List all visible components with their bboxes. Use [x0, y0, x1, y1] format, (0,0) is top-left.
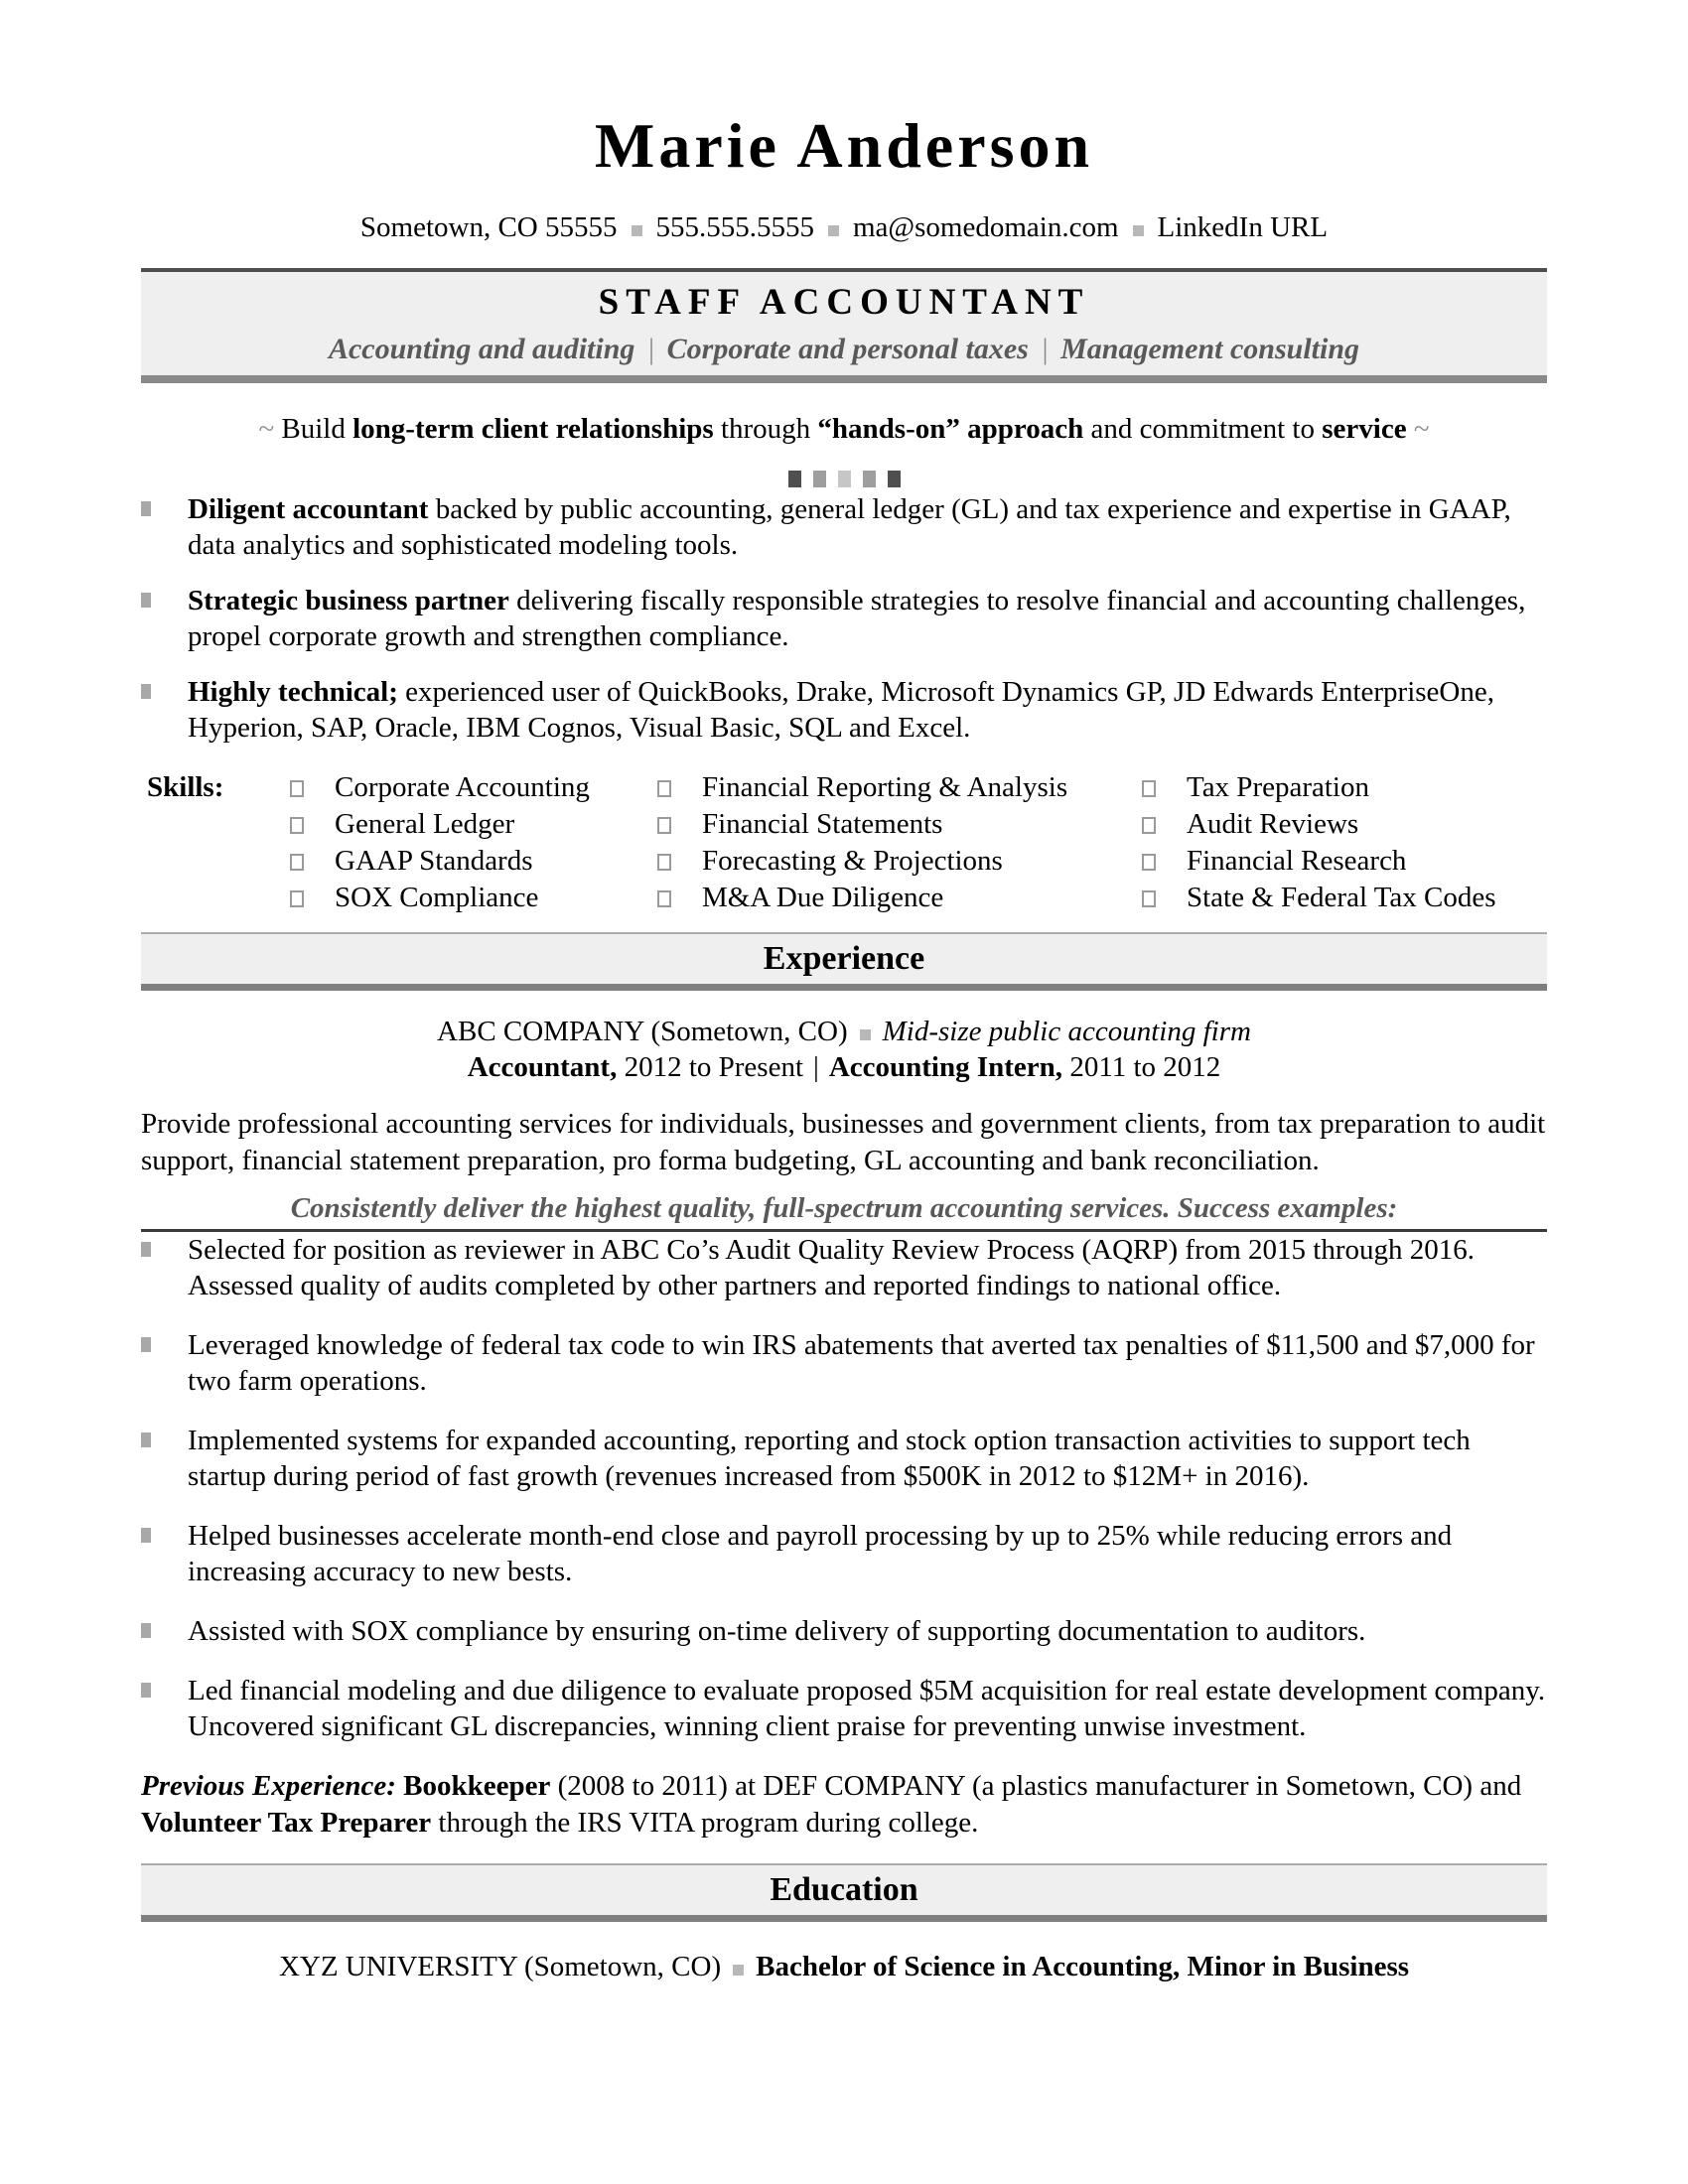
divider-square-icon	[888, 471, 901, 487]
separator-square-icon	[733, 1965, 744, 1976]
previous-text: through the IRS VITA program during college.	[431, 1807, 979, 1839]
role-banner	[141, 268, 1547, 383]
section-header-experience	[141, 932, 1547, 991]
skill-text: General Ledger	[335, 808, 515, 840]
specialty-2: Corporate and personal taxes	[666, 333, 1029, 365]
tagline-bold: “hands-on” approach	[817, 413, 1084, 445]
role-title: STAFF ACCOUNTANT	[598, 282, 1090, 323]
education-line	[141, 1950, 1547, 1983]
previous-experience-label: Previous Experience:	[141, 1770, 396, 1802]
skill-text: Tax Preparation	[1187, 771, 1369, 803]
section-header-education	[141, 1863, 1547, 1922]
experience-item	[141, 1673, 1547, 1744]
experience-item	[141, 1518, 1547, 1589]
skill-text: M&A Due Diligence	[702, 882, 944, 913]
contact-item-linkedin: LinkedIn URL	[1157, 211, 1329, 243]
divider-squares	[141, 471, 1547, 491]
square-bullet-icon	[141, 1242, 151, 1257]
summary-rest: delivering fiscally responsible strategies to resolve financial and accounting challenges, propel corporate growth and strengthen compliance.	[188, 585, 1526, 652]
experience-text: Led financial modeling and due diligence to evaluate proposed $5M acquisition for real estate development company. Uncovered significant GL discrepancies, winning client praise for preventing unwise investment.	[188, 1675, 1546, 1742]
skill-text: Financial Reporting & Analysis	[702, 771, 1068, 803]
experience-item	[141, 1327, 1547, 1399]
tagline-text: and commitment to	[1083, 413, 1323, 445]
skills-section	[141, 769, 1547, 916]
summary-lead: Highly technical;	[188, 676, 398, 708]
divider-square-icon	[838, 471, 851, 487]
previous-experience	[141, 1768, 1547, 1842]
previous-role-1: Bookkeeper	[403, 1770, 551, 1802]
summary-rest: backed by public accounting, general ledger (GL) and tax experience and expertise in GAAP, data analytics and sophisticated modeling tools.	[188, 493, 1511, 561]
school-name: XYZ UNIVERSITY (Sometown, CO)	[278, 1951, 722, 1982]
role-specialties	[141, 330, 1547, 369]
hollow-square-bullet-icon	[290, 780, 304, 797]
skills-column-1	[290, 769, 657, 916]
experience-text: Helped businesses accelerate month-end close and payroll processing by up to 25% while reducing errors and increasing accuracy to new bests.	[188, 1520, 1453, 1587]
experience-text: Implemented systems for expanded accounting, reporting and stock option transaction activities to support tech startup during period of fast growth (revenues increased from $500K in 2012 to $12M+ in 2016).	[188, 1425, 1471, 1492]
experience-item	[141, 1232, 1547, 1303]
skill-item	[290, 843, 657, 880]
divider-square-icon	[788, 471, 801, 487]
previous-role-2: Volunteer Tax Preparer	[141, 1807, 432, 1839]
tilde-ornament: ~	[1413, 413, 1430, 445]
experience-text: Assisted with SOX compliance by ensuring on-time delivery of supporting documentation to auditors.	[188, 1615, 1366, 1647]
hollow-square-bullet-icon	[657, 854, 671, 871]
tagline-text: Build	[281, 413, 353, 445]
contact-item-phone: 555.555.5555	[655, 211, 814, 243]
skill-item	[1142, 806, 1547, 843]
skill-item	[657, 843, 1142, 880]
summary-item	[141, 674, 1547, 746]
hollow-square-bullet-icon	[1142, 780, 1156, 797]
company-line	[141, 1015, 1547, 1048]
skill-text: SOX Compliance	[335, 882, 539, 913]
separator-square-icon	[828, 225, 839, 236]
skills-column-2	[657, 769, 1142, 916]
hollow-square-bullet-icon	[290, 817, 304, 834]
resume-page	[141, 0, 1547, 1983]
hollow-square-bullet-icon	[657, 890, 671, 907]
role-1-dates: 2012 to Present	[617, 1051, 804, 1083]
summary-list	[141, 491, 1547, 746]
roles-line	[141, 1050, 1547, 1084]
section-title: Experience	[763, 940, 925, 977]
skills-column-3	[1142, 769, 1547, 916]
hollow-square-bullet-icon	[1142, 890, 1156, 907]
role-2-title: Accounting Intern,	[828, 1051, 1063, 1083]
skill-item	[1142, 769, 1547, 806]
summary-item	[141, 491, 1547, 563]
separator-square-icon	[860, 1029, 871, 1040]
skill-text: Financial Statements	[702, 808, 943, 840]
square-bullet-icon	[141, 1337, 151, 1352]
hollow-square-bullet-icon	[1142, 817, 1156, 834]
pipe-separator: |	[646, 333, 655, 365]
separator-square-icon	[632, 225, 642, 236]
experience-text: Leveraged knowledge of federal tax code to win IRS abatements that averted tax penalties of $11,500 and $7,000 for two farm operations.	[188, 1329, 1535, 1397]
separator-square-icon	[1133, 225, 1144, 236]
square-bullet-icon	[141, 684, 151, 699]
pipe-separator: |	[1040, 333, 1050, 365]
tagline-text: through	[713, 413, 818, 445]
summary-item	[141, 583, 1547, 654]
summary-lead: Diligent accountant	[188, 493, 429, 525]
experience-text: Selected for position as reviewer in ABC Co’s Audit Quality Review Process (AQRP) from 2015 through 2016. Assessed quality of audits completed by other partners and reported findings to national office.	[188, 1234, 1475, 1301]
hollow-square-bullet-icon	[657, 780, 671, 797]
experience-item	[141, 1423, 1547, 1494]
skill-text: Financial Research	[1187, 845, 1407, 877]
specialty-3: Management consulting	[1060, 333, 1360, 365]
skill-item	[290, 880, 657, 916]
summary-text	[188, 674, 1547, 746]
skill-text: GAAP Standards	[335, 845, 533, 877]
square-bullet-icon	[141, 501, 151, 516]
skill-item	[1142, 843, 1547, 880]
hollow-square-bullet-icon	[290, 854, 304, 871]
skill-item	[290, 769, 657, 806]
skill-item	[657, 769, 1142, 806]
skill-text: Forecasting & Projections	[702, 845, 1003, 877]
section-title: Education	[770, 1871, 918, 1908]
divider-square-icon	[863, 471, 876, 487]
square-bullet-icon	[141, 593, 151, 608]
skills-label: Skills:	[147, 771, 224, 803]
experience-bullets	[141, 1232, 1547, 1744]
summary-text	[188, 583, 1547, 654]
experience-item	[141, 1613, 1547, 1649]
skill-text: Corporate Accounting	[335, 771, 590, 803]
skill-item	[657, 880, 1142, 916]
company-name: ABC COMPANY (Sometown, CO)	[437, 1016, 848, 1047]
skill-text: Audit Reviews	[1187, 808, 1359, 840]
tagline-bold: long-term client relationships	[352, 413, 714, 445]
square-bullet-icon	[141, 1433, 151, 1447]
role-1-title: Accountant,	[467, 1051, 618, 1083]
skill-item	[290, 806, 657, 843]
tagline-bold: service	[1322, 413, 1407, 445]
summary-rest: experienced user of QuickBooks, Drake, Microsoft Dynamics GP, JD Edwards EnterpriseOne, Hyperion, SAP, Oracle, IBM Cognos, Visual Basic, SQL and Excel.	[188, 676, 1494, 744]
specialty-1: Accounting and auditing	[328, 333, 635, 365]
role-2-dates: 2011 to 2012	[1062, 1051, 1221, 1083]
skill-item	[657, 806, 1142, 843]
tagline	[141, 411, 1547, 447]
previous-text: (2008 to 2011) at DEF COMPANY (a plastics manufacturer in Sometown, CO) and	[550, 1770, 1522, 1802]
contact-item-location: Sometown, CO 55555	[359, 211, 618, 243]
contact-line	[141, 210, 1547, 244]
skill-item	[1142, 880, 1547, 916]
divider-square-icon	[813, 471, 826, 487]
skill-text: State & Federal Tax Codes	[1187, 882, 1496, 913]
square-bullet-icon	[141, 1528, 151, 1543]
hollow-square-bullet-icon	[1142, 854, 1156, 871]
contact-item-email: ma@somedomain.com	[853, 211, 1119, 243]
square-bullet-icon	[141, 1623, 151, 1638]
hollow-square-bullet-icon	[290, 890, 304, 907]
candidate-name: Marie Anderson	[594, 110, 1094, 181]
quality-statement: Consistently deliver the highest quality, full-spectrum accounting services. Success examples:	[141, 1191, 1547, 1232]
summary-lead: Strategic business partner	[188, 585, 509, 616]
summary-text	[188, 491, 1547, 563]
pipe-separator: |	[813, 1051, 819, 1083]
experience-intro: Provide professional accounting services for individuals, businesses and government clients, from tax preparation to audit support, financial statement preparation, pro forma budgeting, GL accounting and bank reconciliation.	[141, 1108, 1546, 1176]
company-descriptor: Mid-size public accounting firm	[882, 1016, 1251, 1047]
tilde-ornament: ~	[258, 413, 275, 445]
degree: Bachelor of Science in Accounting, Minor in Business	[756, 1951, 1410, 1982]
hollow-square-bullet-icon	[657, 817, 671, 834]
square-bullet-icon	[141, 1683, 151, 1698]
